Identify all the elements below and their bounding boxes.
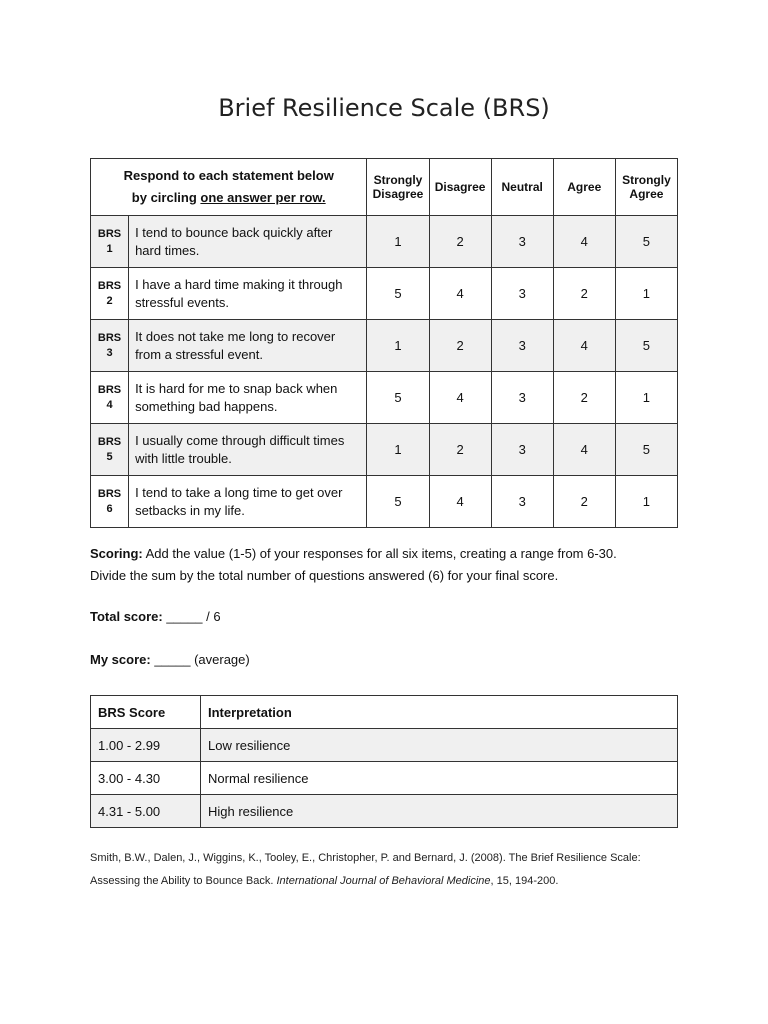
answer-option[interactable]: 2 — [429, 424, 491, 476]
answer-option[interactable]: 3 — [491, 216, 553, 268]
interpretation-text: Normal resilience — [201, 762, 678, 795]
score-range: 1.00 - 2.99 — [91, 729, 201, 762]
interpretation-table — [90, 695, 678, 828]
item-statement: I tend to take a long time to get over setbacks in my life. — [129, 476, 367, 528]
total-score-label: Total score: — [90, 609, 163, 624]
instruction-line-1: Respond to each statement below — [123, 168, 334, 183]
brs-row-4 — [91, 372, 678, 424]
column-label: Agree — [567, 180, 602, 194]
item-number: 3 — [106, 346, 113, 359]
answer-option[interactable]: 1 — [367, 216, 429, 268]
citation-volume: , 15, 194-200. — [490, 875, 559, 887]
score-range: 4.31 - 5.00 — [91, 795, 201, 828]
brs-row-3 — [91, 320, 678, 372]
column-label: Disagree — [434, 180, 486, 194]
item-code — [91, 372, 129, 424]
my-score-blank[interactable]: _____ (average) — [150, 652, 250, 667]
answer-option[interactable]: 5 — [367, 476, 429, 528]
item-code — [91, 476, 129, 528]
interpretation-text: Low resilience — [201, 729, 678, 762]
column-label: Strongly Agree — [622, 173, 671, 201]
answer-option[interactable]: 5 — [615, 424, 677, 476]
total-score — [90, 609, 221, 624]
instruction-line-2-underlined: one answer per row. — [200, 190, 326, 205]
answer-option[interactable]: 2 — [429, 320, 491, 372]
item-code — [91, 216, 129, 268]
header-interpretation: Interpretation — [201, 696, 678, 729]
item-code-label: BRS — [97, 487, 122, 500]
answer-option[interactable]: 3 — [491, 320, 553, 372]
item-number: 6 — [106, 502, 113, 515]
column-label: Strongly Disagree — [372, 173, 424, 201]
answer-option[interactable]: 5 — [367, 372, 429, 424]
answer-option[interactable]: 4 — [553, 424, 615, 476]
scoring-instructions — [90, 543, 690, 587]
brs-header-row — [91, 159, 678, 216]
item-code-label: BRS — [97, 279, 122, 292]
brs-row-1 — [91, 216, 678, 268]
scoring-label: Scoring: — [90, 546, 143, 561]
answer-option[interactable]: 1 — [367, 424, 429, 476]
instruction-line-2-prefix: by circling — [131, 190, 201, 205]
answer-option[interactable]: 4 — [429, 372, 491, 424]
answer-option[interactable]: 5 — [367, 268, 429, 320]
column-disagree — [429, 159, 491, 216]
citation-authors: Smith, B.W., Dalen, J., Wiggins, K., Tooley, E., Christopher, P. and Bernard, J. (2008). The Brief Resilience Scale: Assessing the Ability to Bounce Back. — [90, 852, 641, 887]
answer-option[interactable]: 4 — [429, 476, 491, 528]
answer-option[interactable]: 5 — [615, 320, 677, 372]
brs-row-2 — [91, 268, 678, 320]
item-statement: It does not take me long to recover from a stressful event. — [129, 320, 367, 372]
item-code-label: BRS — [97, 435, 122, 448]
item-code-label: BRS — [97, 383, 122, 396]
answer-option[interactable]: 2 — [553, 268, 615, 320]
answer-option[interactable]: 3 — [491, 476, 553, 528]
column-label: Neutral — [501, 180, 543, 194]
item-number: 5 — [106, 450, 113, 463]
answer-option[interactable]: 2 — [429, 216, 491, 268]
scoring-line-2: Divide the sum by the total number of questions answered (6) for your final score. — [90, 568, 559, 583]
answer-option[interactable]: 1 — [615, 372, 677, 424]
item-statement: I usually come through difficult times with little trouble. — [129, 424, 367, 476]
interpretation-row-high — [91, 795, 678, 828]
item-code-label: BRS — [97, 227, 122, 240]
answer-option[interactable]: 3 — [491, 372, 553, 424]
item-code — [91, 424, 129, 476]
column-strongly-agree — [615, 159, 677, 216]
answer-option[interactable]: 1 — [367, 320, 429, 372]
interpretation-text: High resilience — [201, 795, 678, 828]
answer-option[interactable]: 4 — [429, 268, 491, 320]
item-statement: It is hard for me to snap back when something bad happens. — [129, 372, 367, 424]
column-agree — [553, 159, 615, 216]
answer-option[interactable]: 3 — [491, 424, 553, 476]
answer-option[interactable]: 4 — [553, 320, 615, 372]
item-statement: I tend to bounce back quickly after hard times. — [129, 216, 367, 268]
brs-row-6 — [91, 476, 678, 528]
item-number: 2 — [106, 294, 113, 307]
citation-journal: International Journal of Behavioral Medicine — [276, 875, 491, 887]
header-brs-score: BRS Score — [91, 696, 201, 729]
answer-option[interactable]: 1 — [615, 476, 677, 528]
scoring-line-1: Add the value (1-5) of your responses for all six items, creating a range from 6-30. — [142, 546, 617, 561]
answer-option[interactable]: 3 — [491, 268, 553, 320]
my-score — [90, 652, 250, 667]
answer-option[interactable]: 2 — [553, 476, 615, 528]
item-number: 4 — [106, 398, 113, 411]
my-score-label: My score: — [90, 652, 151, 667]
instruction-cell — [91, 159, 367, 216]
answer-option[interactable]: 1 — [615, 268, 677, 320]
item-code — [91, 320, 129, 372]
item-code-label: BRS — [97, 331, 122, 344]
answer-option[interactable]: 5 — [615, 216, 677, 268]
item-code — [91, 268, 129, 320]
total-score-blank[interactable]: _____ / 6 — [162, 609, 221, 624]
column-strongly-disagree — [367, 159, 429, 216]
score-range: 3.00 - 4.30 — [91, 762, 201, 795]
page-title: Brief Resilience Scale (BRS) — [218, 94, 550, 122]
interpretation-header-row — [91, 696, 678, 729]
interpretation-row-normal — [91, 762, 678, 795]
citation — [90, 847, 690, 893]
column-neutral — [491, 159, 553, 216]
item-statement: I have a hard time making it through stressful events. — [129, 268, 367, 320]
interpretation-row-low — [91, 729, 678, 762]
brs-questionnaire-table — [90, 158, 678, 528]
answer-option[interactable]: 4 — [553, 216, 615, 268]
answer-option[interactable]: 2 — [553, 372, 615, 424]
brs-row-5 — [91, 424, 678, 476]
item-number: 1 — [106, 242, 113, 255]
